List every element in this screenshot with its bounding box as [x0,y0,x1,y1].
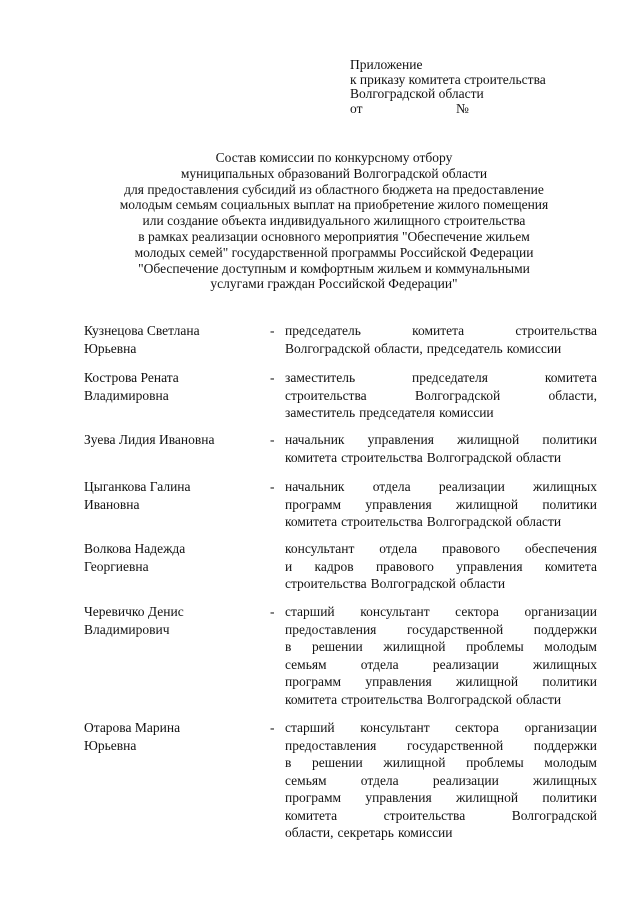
member-role [285,369,597,422]
member-role [285,719,597,842]
appendix-line2: к приказу комитета строительства [350,71,546,87]
member-role-line: комитета строительства Волгоградской области [285,691,562,707]
member-name-line: Волкова Надежда [84,541,186,556]
title-line: для предоставления субсидий из областного бюджета на предоставление [124,181,544,197]
member-role [285,540,597,593]
member-dash: - [270,323,275,338]
member-role [285,431,597,466]
title-line: "Обеспечение доступным и комфортным жильем и коммунальными [138,260,530,276]
title-line: муниципальных образований Волгоградской области [180,165,488,181]
member-name-line: Владимировна [84,387,169,403]
member-role-line: семьям отдела реализации жилищных [285,656,597,672]
member-name-line: Черевичко Денис [84,604,184,619]
title-line: Состав комиссии по конкурсному отбору [215,150,453,165]
member-role-line: комитета строительства Волгоградской [285,807,597,823]
member-role-line: программ управления жилищной политики [285,674,597,689]
member-role-line: и кадров правового управления комитета [285,558,597,574]
member-name [84,431,254,449]
member-role-line: начальник отдела реализации жилищных [285,479,597,494]
appendix-line1: Приложение [350,57,423,72]
member-name [84,540,254,575]
member-role-line: консультант отдела правового обеспечения [285,541,597,556]
title-line: или создание объекта индивидуального жилищного строительства [142,213,526,229]
member-name-line: Владимирович [84,621,170,637]
member-name-line: Юрьевна [84,340,137,356]
member-role-line: заместитель председателя комиссии [285,405,494,420]
member-role-line: председатель комитета строительства [285,323,597,338]
title-line: в рамках реализации основного мероприятия "Обеспечение жильем [138,228,530,244]
appendix-number-label: № [456,100,469,116]
member-role-line: предоставления государственной поддержки [285,621,597,637]
member-role [285,322,597,357]
member-dash: - [270,479,275,494]
member-role [285,478,597,531]
title-line: молодых семей" государственной программы Российской Федерации [134,244,534,260]
member-dash: - [270,370,275,385]
member-name-line: Георгиевна [84,558,149,574]
title-line: услугами граждан Российской Федерации" [210,276,458,292]
member-name-line: Кузнецова Светлана [84,323,200,338]
member-role-line: строительства Волгоградской области [285,576,506,591]
member-role [285,603,597,708]
member-role-line: Волгоградской области, председатель комиссии [285,340,562,356]
document-title [60,150,608,292]
member-name [84,322,254,357]
appendix-date-number-line [350,102,546,117]
title-line: молодым семьям социальных выплат на приобретение жилого помещения [119,197,549,213]
member-name-line: Юрьевна [84,737,137,753]
member-role-line: программ управления жилищной политики [285,496,597,512]
member-name [84,603,254,638]
member-role-line: комитета строительства Волгоградской области [285,514,562,529]
member-role-line: области, секретарь комиссии [285,825,453,840]
member-name-line: Зуева Лидия Ивановна [84,432,215,447]
member-role-line: семьям отдела реализации жилищных [285,772,597,788]
member-role-line: старший консультант сектора организации [285,720,597,735]
member-role-line: строительства Волгоградской области, [285,387,597,403]
member-name [84,369,254,404]
member-name [84,478,254,513]
member-role-line: начальник управления жилищной политики [285,432,597,447]
member-name-line: Ивановна [84,496,140,512]
member-name [84,719,254,754]
member-role-line: в решении жилищной проблемы молодым [285,639,597,654]
member-name-line: Отарова Марина [84,720,181,735]
member-role-line: старший консультант сектора организации [285,604,597,619]
member-name-line: Кострова Рената [84,370,179,385]
member-role-line: программ управления жилищной политики [285,790,597,805]
member-role-line: в решении жилищной проблемы молодым [285,755,597,770]
member-dash: - [270,432,275,447]
member-role-line: заместитель председателя комитета [285,370,597,385]
appendix-header [350,58,546,116]
member-role-line: предоставления государственной поддержки [285,737,597,753]
member-name-line: Цыганкова Галина [84,479,191,494]
member-dash: - [270,720,275,735]
appendix-from-label: от [350,100,363,116]
member-role-line: комитета строительства Волгоградской области [285,449,562,465]
member-dash: - [270,604,275,619]
appendix-line3: Волгоградской области [350,86,484,101]
